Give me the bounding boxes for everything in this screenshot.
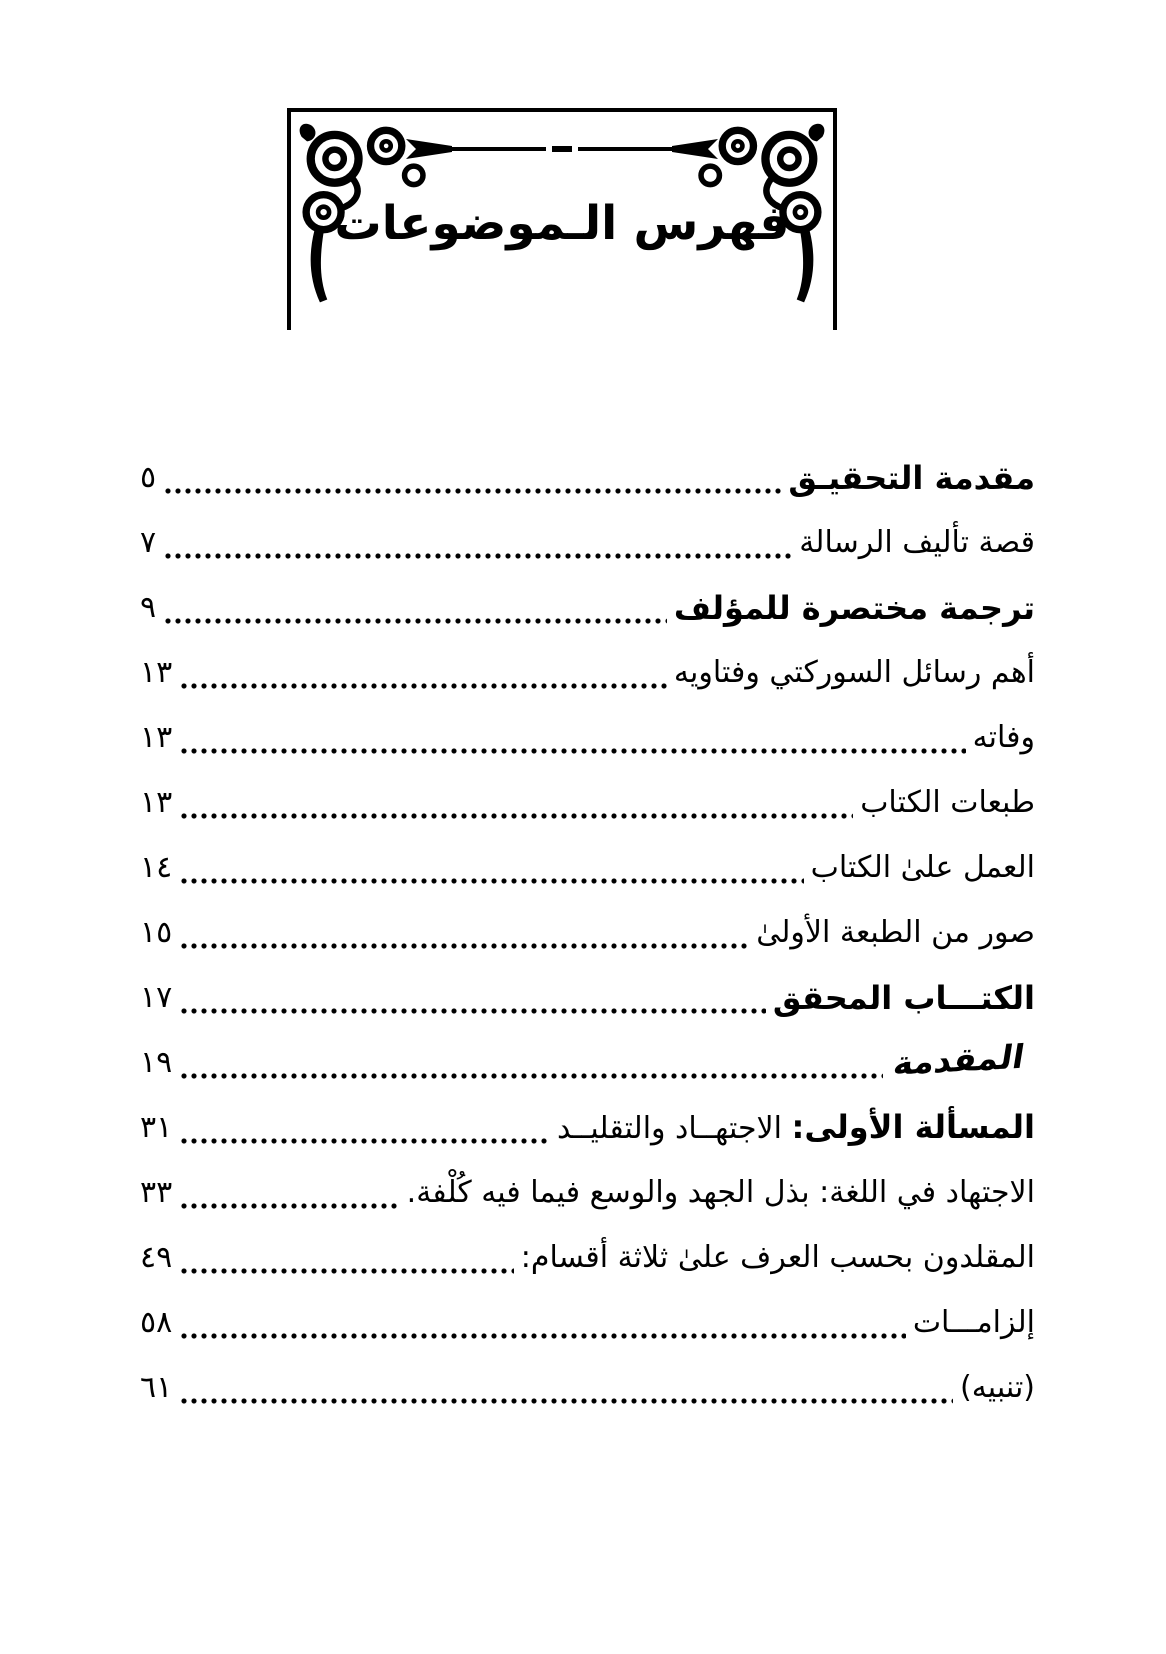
dotted-leader: [179, 1160, 399, 1225]
toc-entry-title: الكتـــاب المحقق: [772, 978, 1035, 1017]
toc-entry-title: إلزامـــات: [912, 1304, 1035, 1340]
dotted-leader: [179, 965, 766, 1030]
dotted-leader: [163, 575, 667, 640]
dotted-leader: [179, 1225, 514, 1290]
dotted-leader: [179, 1030, 883, 1095]
dotted-leader: [179, 770, 853, 835]
toc-entry: [140, 1160, 1035, 1225]
toc-entry: [140, 770, 1035, 835]
dotted-leader: [179, 705, 965, 770]
toc-entry-title: وفاته: [972, 719, 1035, 755]
toc-entry-title: قصة تأليف الرسالة: [799, 524, 1035, 560]
toc-entry: [140, 1355, 1035, 1420]
toc-entry-page: ٦١: [140, 1369, 173, 1405]
dotted-leader: [179, 1290, 906, 1355]
toc-entry: [140, 445, 1035, 510]
dotted-leader: [163, 445, 781, 510]
toc-entry-title: [557, 1108, 1035, 1146]
toc-entry-page: ٩: [140, 589, 157, 625]
toc-entry-page: ١٥: [140, 914, 173, 950]
toc-entry: [140, 1290, 1035, 1355]
toc-entry: [140, 1095, 1035, 1160]
toc-entry-page: ٧: [140, 524, 157, 560]
page-title: فهرس الـموضوعات: [334, 196, 790, 251]
toc-entry-page: ١٧: [140, 979, 173, 1015]
toc-entry-page: ٥٨: [140, 1304, 173, 1340]
toc-entry-page: ١٣: [140, 654, 173, 690]
toc-entry: [140, 965, 1035, 1030]
toc-entry-page: ١٣: [140, 784, 173, 820]
toc-entry-page: ٣٣: [140, 1174, 173, 1210]
toc-entry: [140, 900, 1035, 965]
toc-entry-title: المقلدون بحسب العرف علىٰ ثلاثة أقسام:: [520, 1239, 1035, 1275]
tapered-rule-icon: [406, 136, 718, 162]
toc-entry-title-calligraphic: المقدمة: [890, 1036, 1028, 1083]
dotted-leader: [179, 835, 803, 900]
toc-entry: [140, 705, 1035, 770]
dotted-leader: [179, 1355, 953, 1420]
header-ornament-box: [287, 108, 837, 330]
toc-entry-page: ٥: [140, 459, 157, 495]
toc-entry-page: ١٩: [140, 1044, 173, 1080]
toc-entry-page: ١٣: [140, 719, 173, 755]
toc-entry: [140, 1225, 1035, 1290]
toc-entry-title: الاجتهاد في اللغة: بذل الجهد والوسع فيما فيه كُلْفة.: [406, 1174, 1035, 1210]
toc-entry-title: ترجمة مختصرة للمؤلف: [673, 588, 1035, 627]
toc-entry-title-bold-part: المسألة الأولى:: [791, 1108, 1035, 1146]
toc-entry-title: طبعات الكتاب: [860, 784, 1035, 820]
dotted-leader: [179, 900, 749, 965]
toc-entry-page: ٤٩: [140, 1239, 173, 1275]
dotted-leader: [179, 640, 667, 705]
toc-entry-title: صور من الطبعة الأولىٰ: [756, 914, 1035, 950]
toc-entry-page: ١٤: [140, 849, 173, 885]
toc-entry: [140, 575, 1035, 640]
toc-entry-title: مقدمة التحقيـق: [788, 458, 1035, 497]
toc-entry: [140, 1030, 1035, 1095]
toc-entry-title-rest-part: الاجتهــاد والتقليــد: [557, 1111, 792, 1146]
dotted-leader: [163, 510, 792, 575]
toc-entry-title: العمل علىٰ الكتاب: [810, 849, 1035, 885]
toc-entry-title: (تنبيه): [960, 1369, 1035, 1405]
toc-entry: [140, 835, 1035, 900]
toc-entry-page: ٣١: [140, 1109, 173, 1145]
toc-entry-title: أهم رسائل السوركتي وفتاويه: [673, 654, 1035, 690]
table-of-contents: [140, 445, 1035, 1420]
toc-entry: [140, 510, 1035, 575]
dotted-leader: [179, 1095, 550, 1160]
toc-entry: [140, 640, 1035, 705]
